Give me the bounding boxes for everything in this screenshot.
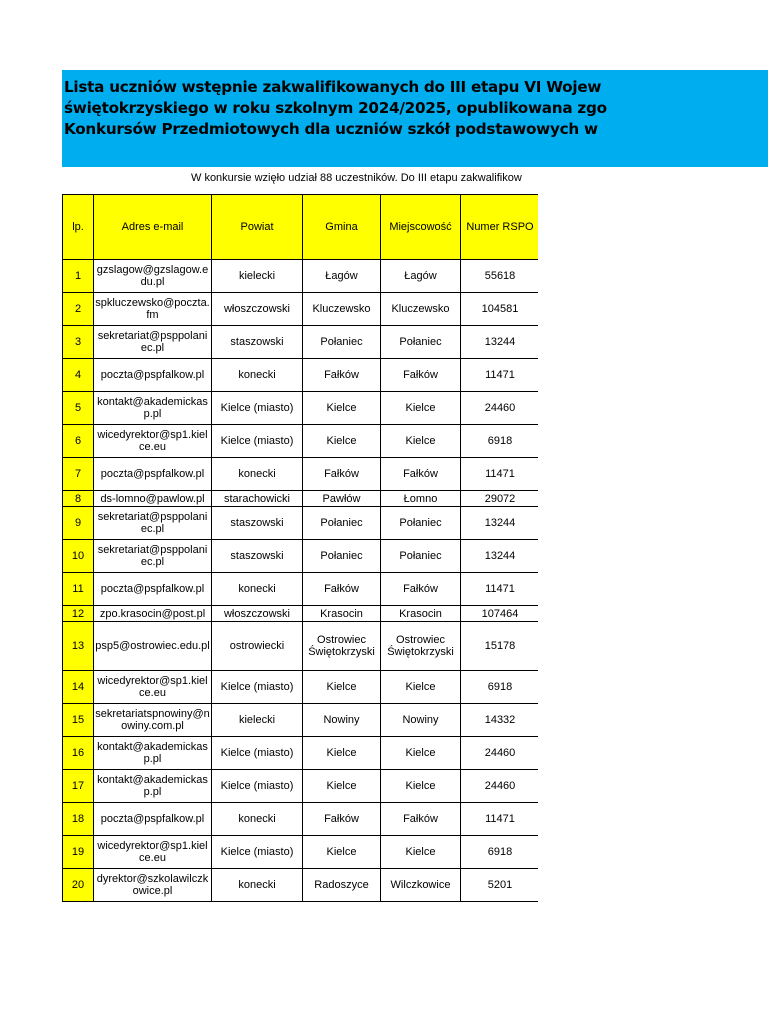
cell-gmina: Fałków — [303, 573, 381, 606]
cell-gmina: Fałków — [303, 359, 381, 392]
cell-gmina: Kluczewsko — [303, 293, 381, 326]
cell-lp: 9 — [63, 507, 94, 540]
cell-rspo: 24460 — [461, 392, 539, 425]
cell-lp: 10 — [63, 540, 94, 573]
cell-powiat: konecki — [212, 458, 303, 491]
table-row — [63, 260, 539, 293]
cell-miejscowosc: Wilczkowice — [381, 869, 461, 902]
cell-powiat: kielecki — [212, 704, 303, 737]
cell-email: sekretariat@psppolaniec.pl — [94, 540, 212, 573]
cell-email: poczta@pspfalkow.pl — [94, 573, 212, 606]
table-row — [63, 326, 539, 359]
cell-rspo: 13244 — [461, 507, 539, 540]
title-banner — [62, 70, 768, 167]
cell-powiat: konecki — [212, 359, 303, 392]
cell-lp: 15 — [63, 704, 94, 737]
cell-powiat: staszowski — [212, 326, 303, 359]
table-row — [63, 507, 539, 540]
cell-gmina: Połaniec — [303, 540, 381, 573]
cell-lp: 3 — [63, 326, 94, 359]
table-row — [63, 836, 539, 869]
table-row — [63, 359, 539, 392]
cell-email: wicedyrektor@sp1.kielce.eu — [94, 836, 212, 869]
table-row — [63, 392, 539, 425]
cell-email: poczta@pspfalkow.pl — [94, 359, 212, 392]
cell-lp: 12 — [63, 606, 94, 622]
cell-powiat: Kielce (miasto) — [212, 737, 303, 770]
cell-rspo: 11471 — [461, 803, 539, 836]
cell-gmina: Nowiny — [303, 704, 381, 737]
cell-miejscowosc: Kluczewsko — [381, 293, 461, 326]
cell-miejscowosc: Połaniec — [381, 326, 461, 359]
cell-rspo: 15178 — [461, 622, 539, 671]
cell-powiat: włoszczowski — [212, 606, 303, 622]
cell-miejscowosc: Krasocin — [381, 606, 461, 622]
cell-powiat: konecki — [212, 869, 303, 902]
column-header-email: Adres e-mail — [94, 195, 212, 260]
cell-email: kontakt@akademickasp.pl — [94, 737, 212, 770]
cell-gmina: Pawłów — [303, 491, 381, 507]
table-row — [63, 606, 539, 622]
cell-lp: 8 — [63, 491, 94, 507]
cell-miejscowosc: Nowiny — [381, 704, 461, 737]
cell-gmina: Kielce — [303, 671, 381, 704]
cell-miejscowosc: Łomno — [381, 491, 461, 507]
table-row — [63, 770, 539, 803]
table-row — [63, 622, 539, 671]
cell-rspo: 11471 — [461, 573, 539, 606]
title-line-2: świętokrzyskiego w roku szkolnym 2024/2025, opublikowana zgo — [64, 99, 607, 117]
table-row — [63, 704, 539, 737]
summary-text: W konkursie wzięło udział 88 uczestników. Do III etapu zakwalifikow — [191, 172, 522, 184]
table-row — [63, 573, 539, 606]
cell-email: sekretariat@psppolaniec.pl — [94, 326, 212, 359]
cell-miejscowosc: Kielce — [381, 671, 461, 704]
cell-email: gzslagow@gzslagow.edu.pl — [94, 260, 212, 293]
cell-miejscowosc: Fałków — [381, 803, 461, 836]
cell-rspo: 5201 — [461, 869, 539, 902]
cell-rspo: 14332 — [461, 704, 539, 737]
cell-email: kontakt@akademickasp.pl — [94, 770, 212, 803]
page-edge — [537, 167, 768, 1024]
cell-gmina: Połaniec — [303, 507, 381, 540]
cell-powiat: konecki — [212, 573, 303, 606]
table-row — [63, 458, 539, 491]
cell-rspo: 104581 — [461, 293, 539, 326]
results-table-wrap — [62, 194, 538, 902]
cell-miejscowosc: Łagów — [381, 260, 461, 293]
cell-rspo: 13244 — [461, 540, 539, 573]
cell-email: psp5@ostrowiec.edu.pl — [94, 622, 212, 671]
cell-miejscowosc: Fałków — [381, 359, 461, 392]
cell-gmina: Połaniec — [303, 326, 381, 359]
cell-gmina: Kielce — [303, 836, 381, 869]
table-row — [63, 803, 539, 836]
cell-gmina: Ostrowiec Świętokrzyski — [303, 622, 381, 671]
cell-miejscowosc: Kielce — [381, 425, 461, 458]
cell-powiat: Kielce (miasto) — [212, 425, 303, 458]
cell-powiat: Kielce (miasto) — [212, 770, 303, 803]
cell-miejscowosc: Połaniec — [381, 540, 461, 573]
cell-email: spkluczewsko@poczta.fm — [94, 293, 212, 326]
cell-email: zpo.krasocin@post.pl — [94, 606, 212, 622]
cell-lp: 2 — [63, 293, 94, 326]
title-line-1: Lista uczniów wstępnie zakwalifikowanych do III etapu VI Wojew — [64, 78, 602, 96]
table-header-row — [63, 195, 539, 260]
cell-rspo: 107464 — [461, 606, 539, 622]
cell-email: sekretariatspnowiny@nowiny.com.pl — [94, 704, 212, 737]
cell-gmina: Fałków — [303, 803, 381, 836]
cell-gmina: Fałków — [303, 458, 381, 491]
cell-miejscowosc: Ostrowiec Świętokrzyski — [381, 622, 461, 671]
cell-email: kontakt@akademickasp.pl — [94, 392, 212, 425]
cell-miejscowosc: Kielce — [381, 770, 461, 803]
cell-gmina: Radoszyce — [303, 869, 381, 902]
cell-miejscowosc: Kielce — [381, 836, 461, 869]
cell-powiat: włoszczowski — [212, 293, 303, 326]
cell-rspo: 29072 — [461, 491, 539, 507]
cell-email: dyrektor@szkolawilczkowice.pl — [94, 869, 212, 902]
cell-lp: 17 — [63, 770, 94, 803]
column-header-powiat: Powiat — [212, 195, 303, 260]
cell-miejscowosc: Kielce — [381, 737, 461, 770]
cell-miejscowosc: Kielce — [381, 392, 461, 425]
cell-email: poczta@pspfalkow.pl — [94, 803, 212, 836]
cell-rspo: 6918 — [461, 425, 539, 458]
cell-lp: 7 — [63, 458, 94, 491]
cell-rspo: 6918 — [461, 836, 539, 869]
cell-gmina: Krasocin — [303, 606, 381, 622]
table-row — [63, 671, 539, 704]
table-row — [63, 869, 539, 902]
cell-lp: 5 — [63, 392, 94, 425]
cell-lp: 13 — [63, 622, 94, 671]
cell-miejscowosc: Fałków — [381, 573, 461, 606]
cell-lp: 20 — [63, 869, 94, 902]
cell-rspo: 6918 — [461, 671, 539, 704]
cell-email: poczta@pspfalkow.pl — [94, 458, 212, 491]
cell-lp: 6 — [63, 425, 94, 458]
cell-rspo: 24460 — [461, 770, 539, 803]
cell-gmina: Kielce — [303, 770, 381, 803]
cell-lp: 4 — [63, 359, 94, 392]
cell-rspo: 11471 — [461, 359, 539, 392]
cell-gmina: Kielce — [303, 737, 381, 770]
cell-email: ds-lomno@pawlow.pl — [94, 491, 212, 507]
cell-powiat: staszowski — [212, 507, 303, 540]
cell-rspo: 55618 — [461, 260, 539, 293]
cell-powiat: ostrowiecki — [212, 622, 303, 671]
cell-powiat: Kielce (miasto) — [212, 671, 303, 704]
cell-powiat: Kielce (miasto) — [212, 392, 303, 425]
cell-powiat: kielecki — [212, 260, 303, 293]
table-row — [63, 425, 539, 458]
cell-gmina: Kielce — [303, 392, 381, 425]
cell-lp: 14 — [63, 671, 94, 704]
cell-rspo: 24460 — [461, 737, 539, 770]
cell-powiat: starachowicki — [212, 491, 303, 507]
cell-powiat: konecki — [212, 803, 303, 836]
cell-lp: 16 — [63, 737, 94, 770]
column-header-gmina: Gmina — [303, 195, 381, 260]
cell-email: sekretariat@psppolaniec.pl — [94, 507, 212, 540]
cell-miejscowosc: Połaniec — [381, 507, 461, 540]
cell-miejscowosc: Fałków — [381, 458, 461, 491]
table-row — [63, 540, 539, 573]
cell-lp: 1 — [63, 260, 94, 293]
column-header-lp: lp. — [63, 195, 94, 260]
cell-rspo: 13244 — [461, 326, 539, 359]
cell-gmina: Łagów — [303, 260, 381, 293]
cell-lp: 19 — [63, 836, 94, 869]
cell-email: wicedyrektor@sp1.kielce.eu — [94, 425, 212, 458]
cell-lp: 11 — [63, 573, 94, 606]
table-row — [63, 491, 539, 507]
cell-rspo: 11471 — [461, 458, 539, 491]
cell-powiat: Kielce (miasto) — [212, 836, 303, 869]
cell-powiat: staszowski — [212, 540, 303, 573]
title-line-3: Konkursów Przedmiotowych dla uczniów szkół podstawowych w — [64, 120, 598, 138]
results-table — [62, 194, 538, 902]
table-row — [63, 293, 539, 326]
table-row — [63, 737, 539, 770]
column-header-rspo: Numer RSPO — [461, 195, 539, 260]
cell-lp: 18 — [63, 803, 94, 836]
column-header-miejscowosc: Miejscowość — [381, 195, 461, 260]
cell-gmina: Kielce — [303, 425, 381, 458]
cell-email: wicedyrektor@sp1.kielce.eu — [94, 671, 212, 704]
